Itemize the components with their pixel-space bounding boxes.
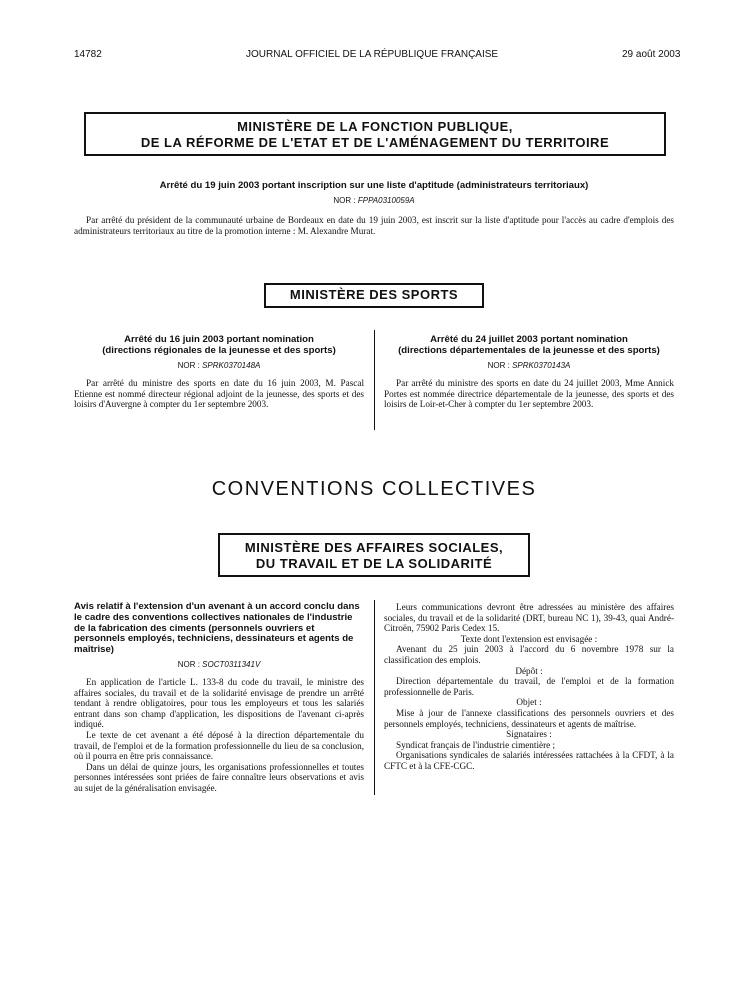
notice-title: Avis relatif à l'extension d'un avenant à un accord conclu dans le cadre des conventions collectives nationales de l'industrie de la fabrication des ciments (personnels ouvriers et personnels employés, techniciens, dessinateurs et agents de maîtrise): [74, 601, 360, 656]
conventions-right-column: [384, 602, 674, 772]
nor-code: SOCT0311341V: [202, 659, 261, 669]
ministry-box-sports: [264, 283, 484, 308]
ministry-title-line2: DU TRAVAIL ET DE LA SOLIDARITÉ: [255, 556, 493, 571]
paragraph: Organisations syndicales de salariés intéressées rattachées à la CFDT, à la CFTC et à la CFE-CGC.: [384, 750, 674, 771]
column-divider: [374, 600, 375, 795]
nor-label: NOR :: [177, 659, 200, 669]
column-divider: [374, 330, 375, 430]
nor-label: NOR :: [333, 196, 356, 205]
nor-label: NOR :: [177, 361, 200, 370]
notice-body-continued: [384, 602, 674, 772]
nor-reference: [74, 196, 674, 205]
notice-body: [74, 677, 364, 794]
conventions-left-column: [74, 602, 364, 794]
subheading: Dépôt :: [515, 665, 543, 676]
nor-code: SPRK0370143A: [512, 361, 571, 370]
article-title-line2: (directions départementales de la jeunesse et des sports): [398, 345, 660, 356]
decree-body: Par arrêté du président de la communauté urbaine de Bordeaux en date du 19 juin 2003, est inscrit sur la liste d'aptitude pour l'accès au cadre d'emplois des administrateurs territoriaux au titre de la promotion interne : M. Alexandre Murat.: [74, 215, 674, 236]
paragraph: En application de l'article L. 133-8 du code du travail, le ministre des affaires sociales, du travail et de la solidarité envisage de prendre un arrêté tendant à rendre obligatoires, pour tous les employeurs et tous les salariés entrant dans son champ d'application, les dispositions de l'avenant ci-après indiqué.: [74, 676, 364, 730]
ministry-title-line1: MINISTÈRE DES AFFAIRES SOCIALES,: [244, 540, 504, 555]
paragraph: Avenant du 25 juin 2003 à l'accord du 6 novembre 1978 sur la classification des emplois.: [384, 644, 674, 665]
conventions-heading: CONVENTIONS COLLECTIVES: [211, 478, 537, 500]
sports-left-article: [74, 334, 364, 410]
paragraph: Leurs communications devront être adressées au ministère des affaires sociales, du travail et de la solidarité (DRT, bureau NC 1), 39-43, quai André-Citroën, 75902 Paris Cedex 15.: [384, 602, 674, 634]
subheading: Objet :: [516, 697, 542, 708]
nor-code: SPRK0370148A: [202, 361, 261, 370]
paragraph: Direction départementale du travail, de l'emploi et de la formation professionnelle de Paris.: [384, 676, 674, 697]
article-title-line2: (directions régionales de la jeunesse et des sports): [102, 345, 336, 356]
nor-code: FPPA0310059A: [357, 196, 415, 205]
paragraph: Dans un délai de quinze jours, les organisations professionnelles et toutes personnes intéressées sont priées de faire connaître leurs observations et avis au sujet de la généralisation envisagée.: [74, 761, 364, 793]
ministry-title-line1: MINISTÈRE DE LA FONCTION PUBLIQUE,: [237, 119, 513, 134]
subheading: Signataires :: [506, 729, 552, 740]
paragraph: Syndicat français de l'industrie cimentière ;: [396, 739, 556, 750]
decree-title: Arrêté du 19 juin 2003 portant inscription sur une liste d'aptitude (administrateurs territoriaux): [159, 180, 589, 191]
nor-reference: [384, 361, 674, 370]
subheading: Texte dont l'extension est envisagée :: [460, 633, 598, 644]
ministry-sports-title: MINISTÈRE DES SPORTS: [289, 287, 459, 302]
sports-right-article: [384, 334, 674, 410]
paragraph: Le texte de cet avenant a été déposé à la direction départementale du travail, de l'emploi et de la formation professionnelle du lieu de sa conclusion, où il pourra en être pris connaissance.: [74, 729, 364, 762]
ministry-box-affaires-sociales: [218, 533, 530, 577]
article-title-line1: Arrêté du 16 juin 2003 portant nomination: [124, 334, 314, 345]
page-number: 14782: [74, 49, 102, 60]
article-body: Par arrêté du ministre des sports en date du 24 juillet 2003, Mme Annick Portes est nommée directrice départementale de la jeunesse, des sports et des loisirs de Loir-et-Cher à compter du 1er septembre 2003.: [384, 378, 674, 410]
paragraph: Mise à jour de l'annexe classifications des personnels ouvriers et des personnels employés, techniciens, dessinateurs et agents de maîtrise.: [384, 707, 674, 729]
ministry-box-fonction-publique: [84, 112, 666, 156]
journal-title: JOURNAL OFFICIEL DE LA RÉPUBLIQUE FRANÇAISE: [246, 49, 499, 60]
nor-reference: [74, 361, 364, 370]
article-title-line1: Arrêté du 24 juillet 2003 portant nomination: [430, 334, 628, 345]
nor-label: NOR :: [487, 361, 510, 370]
ministry-title-line2: DE LA RÉFORME DE L'ETAT ET DE L'AMÉNAGEMENT DU TERRITOIRE: [140, 135, 610, 150]
article-body: Par arrêté du ministre des sports en date du 16 juin 2003, M. Pascal Etienne est nommé directeur régional adjoint de la jeunesse, des sports et des loisirs d'Auvergne à compter du 1er septembre 2003.: [74, 378, 364, 410]
issue-date: 29 août 2003: [622, 49, 681, 60]
nor-reference: [74, 660, 364, 669]
